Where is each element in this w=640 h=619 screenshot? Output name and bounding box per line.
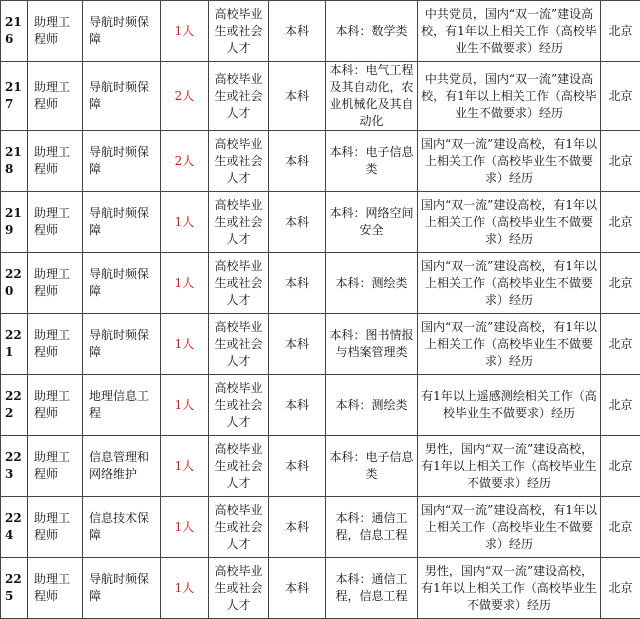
- major-cell: 本科：电气工程及其自动化，农业机械化及其自动化: [326, 62, 418, 131]
- candidate-source-cell: 高校毕业生或社会人才: [209, 253, 269, 314]
- candidate-source-cell: 高校毕业生或社会人才: [209, 314, 269, 375]
- row-id: 222: [1, 375, 28, 436]
- education-cell: 本科: [269, 131, 326, 192]
- table-row: [1, 436, 640, 497]
- city-cell: 北京: [601, 253, 640, 314]
- headcount-cell: 1人: [161, 1, 209, 62]
- row-id: 223: [1, 436, 28, 497]
- requirements-cell: 国内“双一流”建设高校，有1年以上相关工作（高校毕业生不做要求）经历: [418, 314, 601, 375]
- headcount-cell: 1人: [161, 558, 209, 619]
- position-cell: 助理工程师: [28, 192, 83, 253]
- requirements-cell: 中共党员，国内“双一流”建设高校，有1年以上相关工作（高校毕业生不做要求）经历: [418, 1, 601, 62]
- row-id: 217: [1, 62, 28, 131]
- education-cell: 本科: [269, 375, 326, 436]
- requirements-cell: 国内“双一流”建设高校，有1年以上相关工作（高校毕业生不做要求）经历: [418, 131, 601, 192]
- candidate-source-cell: 高校毕业生或社会人才: [209, 131, 269, 192]
- major-cell: 本科：通信工程，信息工程: [326, 558, 418, 619]
- table-row: [1, 131, 640, 192]
- city-cell: 北京: [601, 314, 640, 375]
- requirements-cell: 有1年以上遥感测绘相关工作（高校毕业生不做要求）经历: [418, 375, 601, 436]
- requirements-cell: 男性，国内“双一流”建设高校，有1年以上相关工作（高校毕业生不做要求）经历: [418, 558, 601, 619]
- row-id: 221: [1, 314, 28, 375]
- table-row: [1, 1, 640, 62]
- major-cell: 本科：通信工程，信息工程: [326, 497, 418, 558]
- department-cell: 导航时频保障: [83, 192, 161, 253]
- education-cell: 本科: [269, 497, 326, 558]
- headcount-cell: 1人: [161, 497, 209, 558]
- position-cell: 助理工程师: [28, 558, 83, 619]
- table-row: [1, 558, 640, 619]
- city-cell: 北京: [601, 62, 640, 131]
- city-cell: 北京: [601, 558, 640, 619]
- row-id: 225: [1, 558, 28, 619]
- position-cell: 助理工程师: [28, 253, 83, 314]
- row-id: 220: [1, 253, 28, 314]
- position-cell: 助理工程师: [28, 131, 83, 192]
- city-cell: 北京: [601, 192, 640, 253]
- department-cell: 导航时频保障: [83, 1, 161, 62]
- requirements-cell: 中共党员，国内“双一流”建设高校，有1年以上相关工作（高校毕业生不做要求）经历: [418, 62, 601, 131]
- table-row: [1, 314, 640, 375]
- city-cell: 北京: [601, 131, 640, 192]
- table-row: [1, 253, 640, 314]
- row-id: 224: [1, 497, 28, 558]
- table-row: [1, 62, 640, 131]
- requirements-cell: 国内“双一流”建设高校，有1年以上相关工作（高校毕业生不做要求）经历: [418, 192, 601, 253]
- city-cell: 北京: [601, 1, 640, 62]
- position-cell: 助理工程师: [28, 314, 83, 375]
- table-row: [1, 192, 640, 253]
- department-cell: 导航时频保障: [83, 314, 161, 375]
- headcount-cell: 1人: [161, 375, 209, 436]
- education-cell: 本科: [269, 436, 326, 497]
- position-cell: 助理工程师: [28, 1, 83, 62]
- city-cell: 北京: [601, 436, 640, 497]
- headcount-cell: 2人: [161, 62, 209, 131]
- department-cell: 信息管理和网络维护: [83, 436, 161, 497]
- department-cell: 导航时频保障: [83, 131, 161, 192]
- education-cell: 本科: [269, 62, 326, 131]
- education-cell: 本科: [269, 558, 326, 619]
- headcount-cell: 1人: [161, 314, 209, 375]
- city-cell: 北京: [601, 375, 640, 436]
- row-id: 218: [1, 131, 28, 192]
- department-cell: 导航时频保障: [83, 62, 161, 131]
- headcount-cell: 1人: [161, 192, 209, 253]
- major-cell: 本科：数学类: [326, 1, 418, 62]
- candidate-source-cell: 高校毕业生或社会人才: [209, 1, 269, 62]
- department-cell: 导航时频保障: [83, 253, 161, 314]
- education-cell: 本科: [269, 1, 326, 62]
- candidate-source-cell: 高校毕业生或社会人才: [209, 436, 269, 497]
- position-cell: 助理工程师: [28, 436, 83, 497]
- education-cell: 本科: [269, 192, 326, 253]
- candidate-source-cell: 高校毕业生或社会人才: [209, 375, 269, 436]
- table-row: [1, 497, 640, 558]
- major-cell: 本科：电子信息类: [326, 436, 418, 497]
- requirements-cell: 国内“双一流”建设高校，有1年以上相关工作（高校毕业生不做要求）经历: [418, 497, 601, 558]
- education-cell: 本科: [269, 253, 326, 314]
- education-cell: 本科: [269, 314, 326, 375]
- row-id: 219: [1, 192, 28, 253]
- table-body: [1, 1, 640, 619]
- position-cell: 助理工程师: [28, 62, 83, 131]
- headcount-cell: 1人: [161, 253, 209, 314]
- candidate-source-cell: 高校毕业生或社会人才: [209, 62, 269, 131]
- row-id: 216: [1, 1, 28, 62]
- requirements-cell: 男性，国内“双一流”建设高校，有1年以上相关工作（高校毕业生不做要求）经历: [418, 436, 601, 497]
- department-cell: 导航时频保障: [83, 558, 161, 619]
- candidate-source-cell: 高校毕业生或社会人才: [209, 497, 269, 558]
- major-cell: 本科：图书情报与档案管理类: [326, 314, 418, 375]
- candidate-source-cell: 高校毕业生或社会人才: [209, 192, 269, 253]
- headcount-cell: 2人: [161, 131, 209, 192]
- major-cell: 本科：测绘类: [326, 375, 418, 436]
- major-cell: 本科：网络空间安全: [326, 192, 418, 253]
- headcount-cell: 1人: [161, 436, 209, 497]
- major-cell: 本科：测绘类: [326, 253, 418, 314]
- city-cell: 北京: [601, 497, 640, 558]
- major-cell: 本科：电子信息类: [326, 131, 418, 192]
- candidate-source-cell: 高校毕业生或社会人才: [209, 558, 269, 619]
- position-cell: 助理工程师: [28, 497, 83, 558]
- department-cell: 信息技术保障: [83, 497, 161, 558]
- position-cell: 助理工程师: [28, 375, 83, 436]
- table-row: [1, 375, 640, 436]
- department-cell: 地理信息工程: [83, 375, 161, 436]
- requirements-cell: 国内“双一流”建设高校，有1年以上相关工作（高校毕业生不做要求）经历: [418, 253, 601, 314]
